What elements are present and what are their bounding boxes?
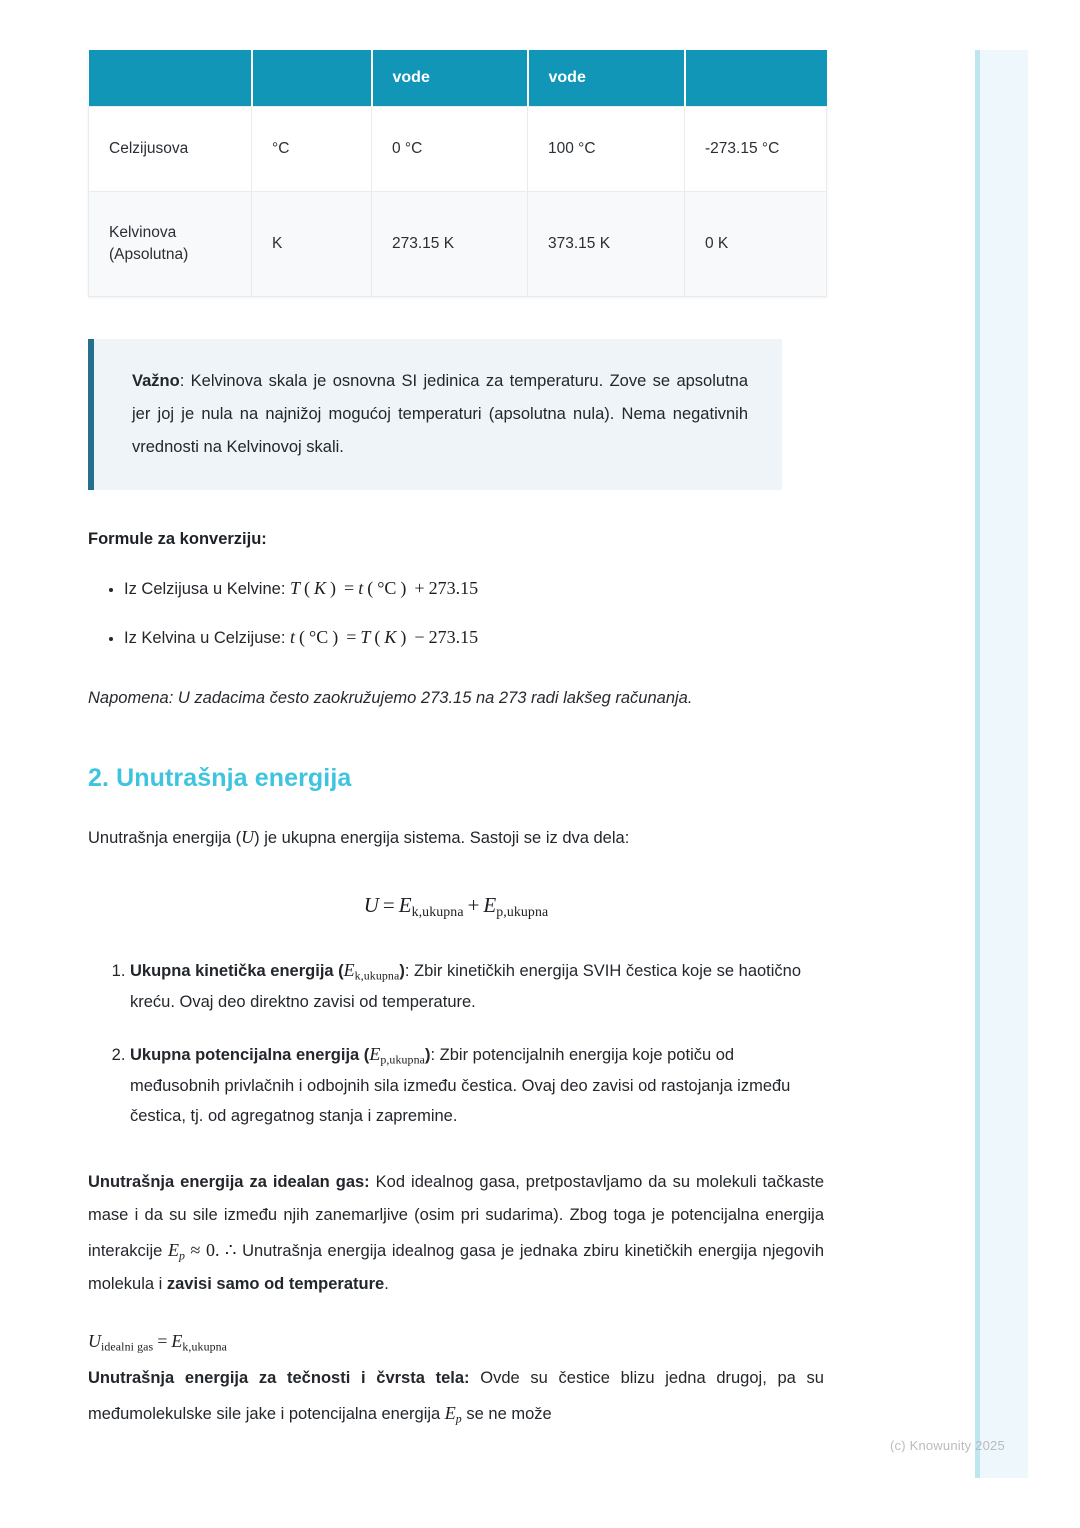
callout-colon: : — [179, 372, 191, 390]
ideal-gas-label: Unutrašnja energija za idealan gas: — [88, 1172, 370, 1191]
ideal-gas-text-2: Unutrašnja energija idealnog gasa je jednaka zbiru kinetičkih energija njegovih molekula i — [88, 1241, 824, 1294]
table-cell-unit: °C — [252, 107, 372, 192]
formula-equals: = — [344, 578, 355, 598]
symbol-e: E — [369, 1043, 381, 1064]
formula-lhs-var: t — [290, 626, 296, 647]
list-item — [124, 624, 828, 652]
table-cell-scale-name: Celzijusova — [89, 107, 252, 192]
liquids-text-2: se ne može — [461, 1405, 552, 1424]
symbol-subscript: p — [178, 1248, 185, 1263]
sub-rest: ,ukupna — [360, 968, 400, 983]
temperature-scale-table — [88, 50, 827, 297]
intro-before: Unutrašnja energija ( — [88, 828, 242, 847]
scale-name-line-1: Kelvinova — [109, 223, 177, 241]
approx-zero: ≈ 0. — [184, 1239, 220, 1260]
symbol-subscript: p — [455, 1411, 462, 1426]
ideal-gas-period: . — [384, 1275, 389, 1294]
paren-close: ) — [330, 578, 337, 598]
table-header-cell-absolute-zero — [685, 50, 827, 107]
table-cell-freezing: 0 °C — [372, 107, 528, 192]
list-item — [124, 575, 828, 603]
table-cell-boiling: 100 °C — [528, 107, 685, 192]
formula-rhs-arg: °C — [377, 578, 397, 598]
table-cell-freezing: 273.15 K — [372, 192, 528, 297]
callout-label: Važno — [132, 372, 180, 390]
sub-rest: ,ukupna — [503, 903, 549, 919]
symbol-ep — [444, 1403, 462, 1426]
sub-rest: ,ukupna — [386, 1051, 425, 1066]
table-row — [89, 107, 827, 192]
formula-constant: 273.15 — [428, 578, 479, 598]
conversion-label-1: Iz Celzijusa u Kelvine: — [124, 580, 290, 598]
part-title-kinetic: Ukupna kinetička energija ( — [130, 961, 344, 980]
internal-energy-display-formula — [88, 893, 824, 920]
formula-equals: = — [157, 1331, 168, 1352]
paren-open: ( — [374, 626, 381, 647]
ideal-gas-bold-tail: zavisi samo od temperature — [166, 1275, 385, 1294]
formula-lhs-arg: K — [314, 578, 327, 598]
symbol-subscript — [355, 968, 400, 982]
table-header-row — [89, 50, 827, 107]
paren-open: ( — [304, 578, 311, 598]
callout-paragraph — [132, 365, 748, 464]
formula-ep: E — [483, 892, 497, 917]
part-description-potential: : Zbir potencijalnih energija koje potiču od međusobnih privlačnih i odbojnih sila između čestica. Ovaj deo zavisi od rastojanja između čestica, tj. od agregatnog stanja i zapremine. — [130, 1045, 791, 1126]
formula-u-ideal-gas — [88, 1331, 228, 1354]
sub-italic: k — [182, 1339, 189, 1354]
temperature-scale-table-wrapper — [88, 50, 828, 297]
formula-e-subscript — [182, 1339, 227, 1353]
table-cell-scale-name — [89, 192, 252, 297]
right-decorative-strip — [975, 50, 1028, 1478]
paren-close: ) — [332, 626, 339, 647]
formula-u-equals-sum — [364, 893, 549, 917]
scale-name-line-2: (Apsolutna) — [109, 246, 189, 263]
list-item — [130, 1038, 828, 1132]
table-header-cell-freezing: vode — [372, 50, 528, 107]
symbol-ep — [167, 1239, 185, 1263]
energy-parts-list — [88, 954, 828, 1132]
conversion-note: Napomena: U zadacima često zaokružujemo 273.15 na 273 radi lakšeg računanja. — [88, 688, 693, 707]
intro-variable-u: U — [241, 826, 255, 847]
formula-ep-subscript — [496, 904, 548, 919]
formula-operator: − — [414, 626, 425, 647]
paren-close: ) — [400, 626, 407, 647]
paren-open: ( — [367, 578, 374, 598]
formula-equals: = — [382, 892, 395, 917]
callout-text: Kelvinova skala je osnovna SI jedinica za temperaturu. Zove se apsolutna jer joj je nula na najnižoj mogućoj temperaturi (apsolutna nula). Nema negativnih vrednosti na Kelvinovoj skali. — [132, 372, 749, 456]
section-heading-internal-energy: 2. Unutrašnja energija — [88, 763, 352, 792]
internal-energy-intro — [88, 819, 824, 855]
table-header-cell-unit — [252, 50, 372, 107]
formula-operator: + — [414, 578, 425, 598]
ideal-gas-formula-block — [88, 1331, 828, 1354]
formula-equals: = — [346, 626, 357, 647]
intro-after: ) je ukupna energija sistema. Sastoji se iz dva dela: — [254, 828, 630, 847]
liquids-solids-paragraph — [88, 1362, 824, 1431]
liquids-label: Unutrašnja energija za tečnosti i čvrsta tela: — [88, 1369, 470, 1388]
table-cell-absolute-zero: -273.15 °C — [685, 107, 827, 192]
ideal-gas-paragraph — [88, 1166, 824, 1301]
paren-close: ) — [400, 578, 407, 598]
conversion-heading: Formule za konverziju: — [88, 530, 267, 548]
sub-rest: ,ukupna — [188, 1339, 228, 1354]
document-content — [88, 0, 828, 1431]
table-cell-unit: K — [252, 192, 372, 297]
part-title-close: ) — [399, 961, 405, 980]
sub-italic: k — [411, 903, 419, 919]
formula-rhs-var: T — [360, 626, 371, 647]
table-row — [89, 192, 827, 297]
symbol-subscript — [380, 1052, 425, 1066]
formula-e: E — [171, 1331, 183, 1352]
table-header — [89, 50, 827, 107]
formula-u: U — [363, 892, 379, 917]
formula-celsius-to-kelvin — [290, 578, 478, 598]
formula-lhs-var: T — [290, 578, 301, 598]
list-item — [130, 954, 828, 1018]
table-body — [89, 107, 827, 297]
conversion-formula-list — [88, 575, 828, 652]
important-callout — [88, 339, 782, 490]
formula-constant: 273.15 — [428, 626, 479, 647]
symbol-e: E — [444, 1403, 456, 1424]
symbol-e: E — [167, 1239, 179, 1260]
symbol-ep-ukupna — [369, 1044, 425, 1064]
ideal-gas-text-1: Kod idealnog gasa, pretpostavljamo da su molekuli tačkaste mase i da su sile između njih zanemarljive (osim pri sudarima). Zbog toga je potencijalna energija interakcije — [88, 1172, 824, 1260]
formula-rhs-var: t — [358, 578, 364, 598]
sub-rest: ,ukupna — [418, 903, 464, 919]
table-header-cell-scale — [89, 50, 252, 107]
liquids-text-1: Ovde su čestice blizu jedna drugoj, pa su međumolekulske sile jake i potencijalna energija — [88, 1369, 824, 1424]
table-cell-absolute-zero: 0 K — [685, 192, 827, 297]
therefore-symbol: ∴ — [219, 1239, 243, 1260]
formula-ek: E — [398, 892, 412, 917]
sub-italic: k — [354, 968, 361, 983]
sub-italic: p — [380, 1051, 387, 1066]
copyright-watermark: (c) Knowunity 2025 — [890, 1438, 1005, 1453]
conversion-label-2: Iz Kelvina u Celzijuse: — [124, 628, 290, 647]
formula-kelvin-to-celsius — [290, 627, 478, 647]
formula-u: U — [88, 1331, 101, 1352]
symbol-ek-ukupna — [343, 959, 400, 983]
part-title-potential: Ukupna potencijalna energija ( — [130, 1045, 370, 1064]
table-cell-boiling: 373.15 K — [528, 192, 685, 297]
formula-ek-subscript — [412, 904, 464, 919]
formula-lhs-arg: °C — [309, 626, 329, 647]
table-header-cell-boiling: vode — [528, 50, 685, 107]
formula-u-subscript: idealni gas — [101, 1339, 154, 1354]
part-title-close: ) — [425, 1045, 431, 1064]
formula-plus: + — [467, 892, 480, 917]
paren-open: ( — [299, 626, 306, 647]
part-description-kinetic: : Zbir kinetičkih energija SVIH čestica koje se haotično kreću. Ovaj deo direktno zavisi od temperature. — [130, 961, 802, 1012]
formula-rhs-arg: K — [384, 626, 397, 647]
sub-italic: p — [496, 903, 504, 919]
symbol-e: E — [343, 959, 355, 980]
